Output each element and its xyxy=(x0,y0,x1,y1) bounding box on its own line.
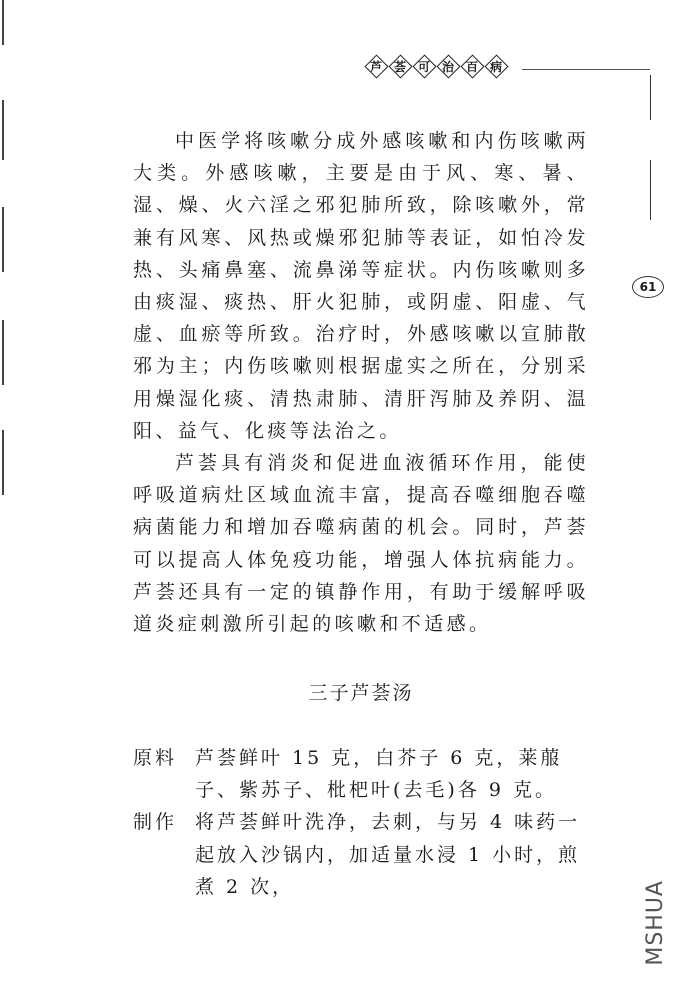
page-edge-line xyxy=(2,430,4,495)
recipe-text: 芦荟鲜叶 15 克，白芥子 6 克，莱菔子、紫苏子、枇杷叶(去毛)各 9 克。 xyxy=(195,747,563,802)
recipe-label: 制作 xyxy=(133,811,178,834)
recipe-label: 原料 xyxy=(133,747,178,769)
watermark: MSHUA xyxy=(643,880,668,966)
page-edge-line xyxy=(2,0,4,45)
recipe-method xyxy=(133,806,589,903)
page-number-badge xyxy=(632,276,664,298)
page-edge-line xyxy=(2,320,4,385)
recipe-ingredients xyxy=(133,742,589,806)
header-rule xyxy=(522,69,650,70)
title-char-diamond: 芦 xyxy=(365,55,387,77)
right-margin-line xyxy=(650,75,651,120)
title-char-diamond: 荟 xyxy=(389,55,411,77)
recipe-section xyxy=(133,742,589,903)
title-char-diamond: 百 xyxy=(461,55,483,77)
book-title-diamonds xyxy=(365,55,509,77)
title-char-diamond: 可 xyxy=(413,55,435,77)
title-char-diamond: 治 xyxy=(437,55,459,77)
page-edge-line xyxy=(2,207,4,272)
recipe-title: 三子芦荟汤 xyxy=(308,682,414,704)
page-body xyxy=(133,125,589,898)
running-header xyxy=(365,55,509,77)
page-edge-line xyxy=(2,100,4,160)
page-number: 61 xyxy=(639,280,657,294)
paragraph: 中医学将咳嗽分成外感咳嗽和内伤咳嗽两大类。外感咳嗽，主要是由于风、寒、暑、湿、燥、火六淫之邪犯肺所致，除咳嗽外，常兼有风寒、风热或燥邪犯肺等表证，如怕冷发热、头痛鼻塞、流鼻涕等症状。内伤咳嗽则多由痰湿、痰热、肝火犯肺，或阴虚、阳虚、气虚、血瘀等所致。治疗时，外感咳嗽以宣肺散邪为主；内伤咳嗽则根据虚实之所在，分别采用燥湿化痰、清热肃肺、清肝泻肺及养阴、温阳、益气、化痰等法治之。 xyxy=(133,130,589,442)
title-char-diamond: 病 xyxy=(485,55,507,77)
recipe-text: 将芦荟鲜叶洗净，去刺，与另 4 味药一起放入沙锅内，加适量水浸 1 小时，煎煮 2 次， xyxy=(195,811,581,898)
paragraph: 芦荟具有消炎和促进血液循环作用，能使呼吸道病灶区域血流丰富，提高吞噬细胞吞噬病菌能力和增加吞噬病菌的机会。同时，芦荟可以提高人体免疫功能，增强人体抗病能力。芦荟还具有一定的镇静作用，有助于缓解呼吸道炎症刺激所引起的咳嗽和不适感。 xyxy=(133,452,589,636)
right-margin-line xyxy=(650,160,651,220)
